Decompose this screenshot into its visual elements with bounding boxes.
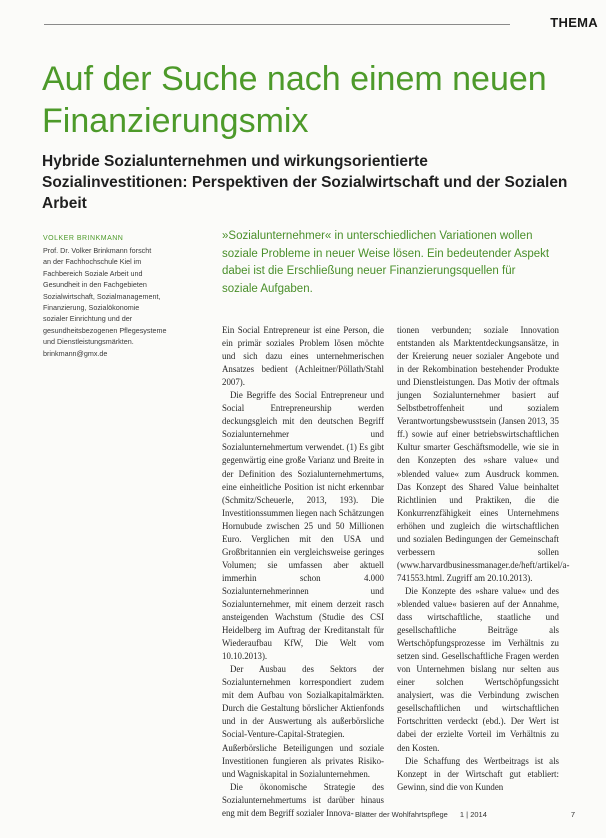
page-number: 7 <box>570 810 575 819</box>
paragraph: Ein Social Entrepreneur ist eine Person, die ein primär soziales Problem lösen möchte und sich dazu eines unternehmerischen Ansatzes bedient (Achleitner/Pöllath/Stahl 2007). <box>222 325 384 388</box>
author-box <box>43 235 193 359</box>
section-label: THEMA <box>550 15 598 30</box>
author-name: VOLKER BRINKMANN <box>43 235 124 242</box>
paragraph: Die Schaffung des Wertbeitrags ist als Konzept in der Wirtschaft gut etabliert: Gewinn, sind die von Kunden <box>397 755 559 792</box>
paragraph: Die Konzepte des »share value« und des »blended value« basieren auf der Annahme, dass wirtschaftliche, staatliche und gesellschaftliche Beiträge als Wertschöpfungsprozesse im Verhältnis zu setzen sind. Gesellschaftliche Fragen werden von Unternehmen bislang nur selten aus einer solchen Wertschöpfungssicht analysiert, was die Verbindung zwischen gesellschaftlichen und wirtschaftlichen Fortschritten verdeckt (ebd.). Der Wert ist dabei der erzielte Vorteil im Verhältnis zu den Kosten. <box>397 585 559 753</box>
page-footer <box>355 810 575 819</box>
journal-name: Blätter der Wohlfahrtspflege <box>355 810 448 819</box>
paragraph: tionen verbunden; soziale Innovation entstanden als Marktentdeckungsansätze, in der Kreierung neuer sozialer Angebote und in der Rekombination bestehender Produkte und Dienstleistungen. Das Motiv der oftmals jungen Sozialunternehmer basiert auf Selbstbetroffenheit und sozialem Verantwortungsbewusstsein (Jansen 2013, 35 ff.) sowie auf einer betriebswirtschaftlichen Kultur smarter Geschäftsmodelle, wie sie in den Konzepten des »share value« und »blended value« zum Ausdruck kommen. Das Konzept des Shared Value beinhaltet Richtlinien und Praktiken, die die Konkurrenzfähigkeit eines Unternehmens erhöhen und zugleich die wirtschaftlichen und sozialen Bedingungen der Gemeinschaft verbessern sollen (www.harvardbusinessmanager.de/heft/artikel/a-741553.html. Zugriff am 20.10.2013). <box>397 325 570 583</box>
body-column-right <box>397 324 570 794</box>
article-title: Auf der Suche nach einem neuen Finanzierungsmix <box>42 60 547 140</box>
header-rule <box>44 24 510 25</box>
article-lead: »Sozialunternehmer« in unterschiedlichen Variationen wollen soziale Probleme in neuer Weise lösen. Ein bedeutender Aspekt dabei ist die Erschließung neuer Finanzierungsquellen für soziale Aufgaben. <box>222 230 550 295</box>
article-subtitle: Hybride Sozialunternehmen und wirkungsorientierte Sozialinvestitionen: Perspektiven der Sozialwirtschaft und der Sozialen Arbeit <box>42 153 568 212</box>
paragraph: Die Begriffe des Social Entrepreneur und Social Entrepreneurship werden deckungsgleich mit den deutschen Begriff Sozialunternehmer und Sozialunternehmertum verwendet. (1) Es gibt gegenwärtig eine große Varianz und Breite in der Definition des Sozialunternehmertums, eine einheitliche Position ist nicht erkennbar (Schmitz/Scheuerle, 2013, 193). Die Investitionssummen liegen nach Schätzungen Hornubude zwischen 25 und 50 Millionen Euro. Verglichen mit den USA und Großbritannien ein vergleichsweise geringes Volumen; sie umfassen aber aktuell immerhin schon 4.000 Sozialunternehmerinnen und Sozialunternehmer, mit einem derzeit rasch ansteigenden Wachstum (Studie des CSI Heidelberg im Auftrag der Kreditanstalt für Wiederaufbau KfW, Die Welt vom 10.10.2013). <box>222 390 384 662</box>
paragraph: Der Ausbau des Sektors der Sozialunternehmen korrespondiert zudem mit dem Aufbau von Sozialkapitalmärkten. Durch die Gestaltung börslicher Aktienfonds und in der Auswertung als außerbörsliche Social-Venture-Capital-Strategien. Außerbörsliche Beteiligungen und soziale Investitionen fungieren als privates Risiko- und Wagniskapital in Sozialunternehmen. <box>222 664 384 779</box>
author-bio: Prof. Dr. Volker Brinkmann forscht an der Fachhochschule Kiel im Fachbereich Soziale Arbeit und Gesundheit in den Fachgebieten Sozialwirtschaft, Sozialmanagement, Finanzierung, Sozialökonomie sozialer Einrichtung und der gesundheitsbezogenen Pflegesysteme und Dienstleistungsmärkten. brinkmann@gmx.de <box>43 246 167 358</box>
body-column-left <box>222 324 384 820</box>
paragraph: Die ökonomische Strategie des Sozialunternehmertums ist darüber hinaus eng mit dem Begriff sozialer Innova- <box>222 781 384 818</box>
issue-number: 1 | 2014 <box>459 810 487 819</box>
